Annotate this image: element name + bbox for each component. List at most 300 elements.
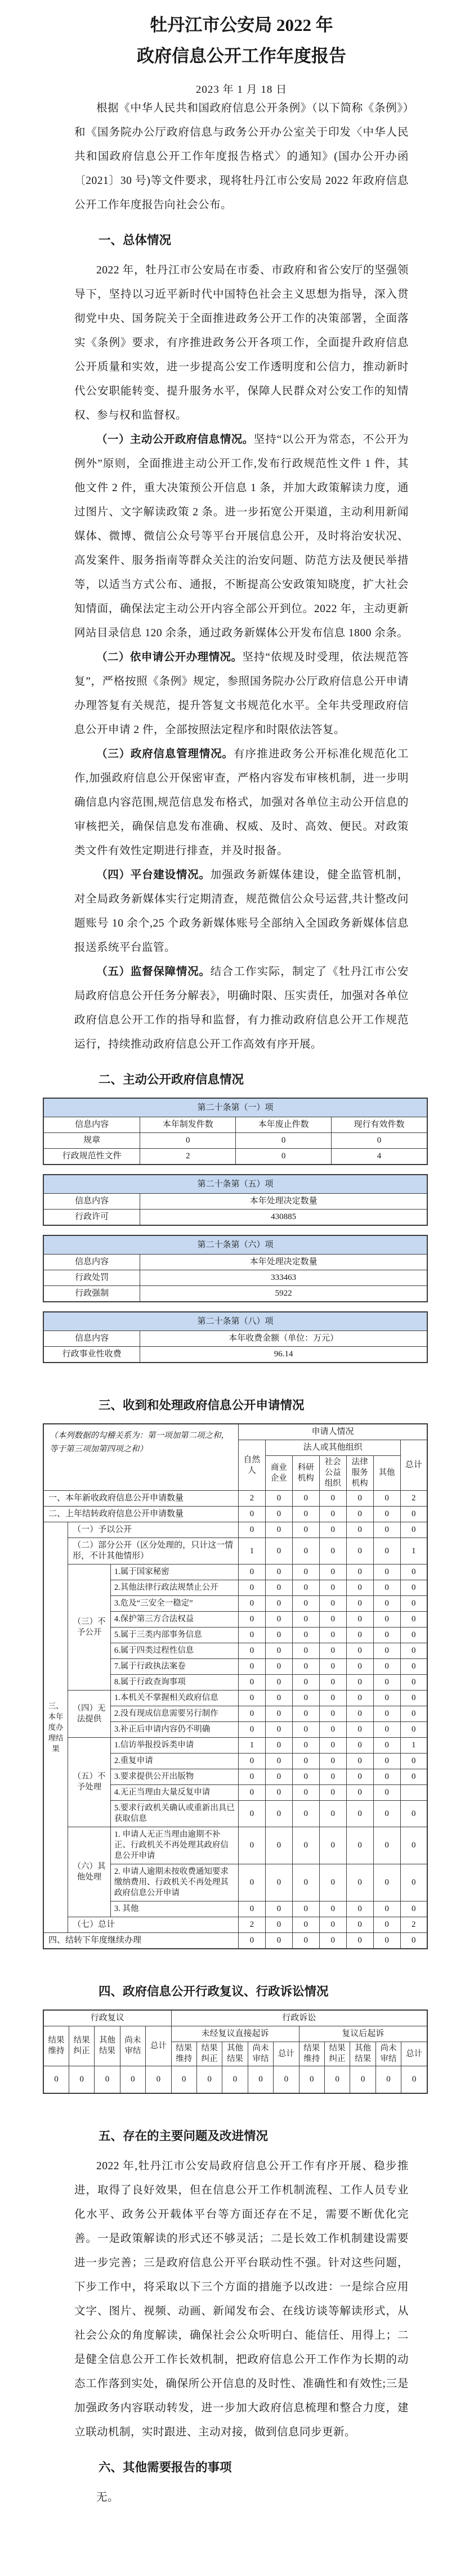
table-cell: 0 [238, 1507, 265, 1522]
table-cell: 行政诉讼 [171, 2010, 427, 2026]
table-cell: 4.无正当理由大量反复申请 [110, 1785, 238, 1801]
table-cell: 0 [265, 1901, 292, 1917]
table-cell: 0 [346, 1522, 373, 1538]
table-cell: 0 [292, 1785, 319, 1801]
item-4-label: （四）平台建设情况。 [96, 869, 211, 881]
table-cell: 0 [346, 1580, 373, 1596]
table-cell: 0 [373, 1612, 400, 1628]
table-cell: 0 [319, 1596, 346, 1612]
table-cell: 0 [43, 2066, 69, 2093]
table-cell: 0 [292, 1738, 319, 1754]
table-cell: 本年废止件数 [236, 1117, 332, 1133]
section-5-heading: 五、存在的主要问题及改进情况 [99, 2129, 269, 2143]
table-cell: 法人或其他组织 [265, 1440, 400, 1456]
table-cell: 0 [292, 1864, 319, 1901]
table-cell: 2.重复申请 [110, 1754, 238, 1769]
table-cell: 0 [222, 2066, 248, 2093]
table-cell: 结果维持 [299, 2042, 324, 2066]
table-cell: 行政规范性文件 [43, 1149, 140, 1165]
table-cell: 0 [238, 1612, 265, 1628]
table-cell: 0 [400, 1801, 427, 1827]
table-cell: 0 [346, 1706, 373, 1722]
table-cell: 第二十条第（五）项 [43, 1175, 427, 1194]
section-1-item-3 [74, 742, 409, 863]
table-cell: 1 [238, 1538, 265, 1565]
section-5-paragraph: 2022 年,牡丹江市公安局政府信息公开工作有序开展、稳步推进，取得了良好效果，但在信息公开工作机制流程、工作人员专业化水平、政务公开载体平台等方面还存在不足，需要不断优化完善。一是政策解读的形式还不够灵活；二是长效工作机制建设需要进一步完善；三是政府信息公开平台联动性不强。针对这些问题，下步工作中，将采取以下三个方面的措施予以改进：一是综合应用文字、图片、视频、动画、新闻发布会、在线访谈等解读形式，从社会公众的角度解读，确保社会公众听明白、能信任、用得上；二是健全信息公开工作长效机制，把政府信息公开工作作为长期的动态工作落到实处，确保所公开信息的及时性、准确性和有效性;三是加强政务内容联动转发，进一步加大政府信息梳理和整合力度，建立联动机制，实时跟进、主动对接，做到信息同步更新。 [74, 2160, 409, 2438]
table-cell: 0 [373, 1864, 400, 1901]
table-cell: 自然人 [238, 1440, 265, 1491]
table-cell: 0 [140, 1133, 236, 1149]
table-cell: 0 [346, 1675, 373, 1691]
table-cell: 8.属于行政查询事项 [110, 1675, 238, 1691]
table-cell [400, 1785, 427, 1801]
table-cell: 尚未审结 [375, 2042, 401, 2066]
table-article20-item5 [43, 1174, 428, 1226]
table-cell: 0 [400, 1628, 427, 1643]
table-cell: 0 [265, 1675, 292, 1691]
table-cell: 0 [292, 1722, 319, 1738]
table-cell: （四）无法提供 [68, 1691, 111, 1738]
section-1-heading: 一、总体情况 [99, 233, 172, 247]
item-1-text: 坚持“以公开为常态，不公开为例外”原则，全面推进主动公开工作,发布行政规范性文件 1 件，其他文件 2 件，重大决策预公开信息 1 条，并加大政策解读力度，通过图片、文字解读政策 2 条。进一步拓宽公开渠道，主动利用新闻媒体、微博、微信公众号等平台开展信息公开，及时将治安状况、高发案件、服务指南等群众关注的治安问题、防范方法及便民举措等，以适当方式公布、通报，不断提高公安政策知晓度，扩大社会知情面，确保法定主动公开内容全部公开到位。2022 年，主动更新网站目录信息 120 余条，通过政务新媒体公开发布信息 1800 余条。 [74, 434, 409, 639]
table-cell: 0 [319, 1522, 346, 1538]
table-cell: 0 [400, 1612, 427, 1628]
table-article20-item6-wrap [43, 1235, 465, 1302]
table-article20-item8-wrap [43, 1311, 465, 1363]
table-cell: 0 [265, 1722, 292, 1738]
table-cell: 社会公益组织 [319, 1456, 346, 1491]
table-cell: 0 [319, 1491, 346, 1507]
table-cell: 0 [265, 1538, 292, 1565]
table-cell: 0 [319, 1675, 346, 1691]
table-cell: 6.属于四类过程性信息 [110, 1643, 238, 1659]
table-cell: 0 [238, 1933, 265, 1949]
table-cell: 0 [400, 1706, 427, 1722]
table-cell: 0 [373, 1706, 400, 1722]
table-cell: 5.要求行政机关确认或重新出具已获取信息 [110, 1801, 238, 1827]
table-cell: 0 [319, 1754, 346, 1769]
table-cell: 0 [238, 1754, 265, 1769]
table-cell: 0 [265, 1933, 292, 1949]
table-review-litigation-wrap [43, 2009, 465, 2094]
table-cell: 0 [331, 1133, 427, 1149]
table-cell: 0 [265, 1580, 292, 1596]
table-cell: 0 [146, 2066, 171, 2093]
table-cell: 结果纠正 [196, 2042, 222, 2066]
table-cell: 0 [236, 1133, 332, 1149]
table-cell: 规章 [43, 1133, 140, 1149]
table-cell: 3.危及“三安全一稳定” [110, 1596, 238, 1612]
table-cell: 1 [238, 1738, 265, 1754]
table-cell: 0 [319, 1643, 346, 1659]
table-cell: 2 [140, 1149, 236, 1165]
table-cell: 结果维持 [171, 2042, 196, 2066]
table-foi-requests [43, 1423, 428, 1949]
table-cell: 第二十条第（六）项 [43, 1235, 427, 1255]
table-cell: 0 [373, 1917, 400, 1933]
table-cell: 0 [400, 1507, 427, 1522]
table-cell: 0 [346, 1596, 373, 1612]
table-cell: 0 [292, 1580, 319, 1596]
table-cell: 0 [120, 2066, 145, 2093]
table-cell: 复议后起诉 [299, 2026, 427, 2042]
table-cell: 333463 [140, 1270, 427, 1286]
table-cell: 0 [171, 2066, 196, 2093]
report-date: 2023 年 1 月 18 日 [195, 84, 288, 96]
table-cell: 0 [319, 1612, 346, 1628]
table-cell: 0 [238, 1722, 265, 1738]
table-cell: 0 [319, 1738, 346, 1754]
table-article20-item1 [43, 1098, 428, 1165]
table-cell: 0 [292, 1643, 319, 1659]
table-cell: 0 [346, 1491, 373, 1507]
item-5-text: 结合工作实际，制定了《牡丹江市公安局政府信息公开任务分解表》，明确时限、压实责任，加强对各单位政府信息公开工作的指导和监督，有力推动政府信息公开工作规范运行，持续推动政府信息公开工作高效有序开展。 [74, 966, 409, 1050]
table-cell: 0 [265, 1612, 292, 1628]
table-cell: 0 [375, 2066, 401, 2093]
table-review-litigation [43, 2009, 428, 2094]
table-cell: 0 [319, 1580, 346, 1596]
table-cell: 3.要求提供公开出版物 [110, 1769, 238, 1785]
table-cell: 0 [373, 1827, 400, 1864]
table-cell: 0 [319, 1691, 346, 1706]
table-cell: 0 [292, 1628, 319, 1643]
table-cell: 2 [238, 1491, 265, 1507]
table-cell: 0 [238, 1565, 265, 1580]
table-cell: 0 [346, 1754, 373, 1769]
table-cell: 0 [400, 1722, 427, 1738]
table-cell: 第二十条第（一）项 [43, 1098, 427, 1117]
table-cell: 3.补正后申请内容仍不明确 [110, 1722, 238, 1738]
item-2-label: （二）依申请公开办理情况。 [96, 651, 243, 663]
section-1-item-1 [74, 428, 409, 645]
table-cell: 0 [238, 1580, 265, 1596]
table-cell: 0 [400, 1659, 427, 1675]
table-cell: 0 [373, 1628, 400, 1643]
table-cell: 4 [331, 1149, 427, 1165]
item-4-text: 加强政务新媒体建设，健全监管机制，对全局政务新媒体实行定期清查，规范微信公众号运营,共计整改问题账号 10 余个,25 个政务新媒体账号全部纳入全国政务新媒体信息报送系统平台监管。 [74, 869, 409, 954]
table-cell: 0 [238, 1628, 265, 1643]
table-cell: 0 [319, 1917, 346, 1933]
table-cell: 0 [265, 1801, 292, 1827]
table-cell: 0 [346, 1565, 373, 1580]
table-cell: 信息内容 [43, 1331, 140, 1347]
table-cell: 0 [401, 2066, 427, 2093]
table-cell: 0 [292, 1917, 319, 1933]
table-cell: 0 [292, 1691, 319, 1706]
table-cell: 0 [400, 1675, 427, 1691]
table-cell: 0 [400, 1691, 427, 1706]
table-cell: 0 [238, 1706, 265, 1722]
table-cell: 尚未审结 [248, 2042, 273, 2066]
table-cell: 0 [238, 1827, 265, 1864]
table-cell: 其他 [373, 1456, 400, 1491]
table-cell: 现行有效件数 [331, 1117, 427, 1133]
table-cell: 2 [238, 1917, 265, 1933]
table-cell: 1. 申请人无正当理由逾期不补正、行政机关不再处理其政府信息公开申请 [110, 1827, 238, 1864]
table-cell: 0 [292, 1769, 319, 1785]
table-cell: 0 [373, 1769, 400, 1785]
table-cell: 0 [346, 1917, 373, 1933]
item-3-label: （三）政府信息管理情况。 [96, 748, 234, 760]
item-5-label: （五）监督保障情况。 [96, 965, 211, 978]
table-cell: 2 [400, 1491, 427, 1507]
table-cell: 本年收费金额（单位：万元） [140, 1331, 427, 1347]
table-cell: 0 [400, 1580, 427, 1596]
table-cell: 0 [265, 1507, 292, 1522]
table-cell: 0 [265, 1917, 292, 1933]
table-cell: 0 [400, 1522, 427, 1538]
item-2-text: 坚持“依规及时受理，依法规范答复”，严格按照《条例》规定，参照国务院办公厅政府信息公开申请办理答复有关规范，提升答复文书规范化水平。全年共受理政府信息公开申请 2 件，全部按照法定程序和时限依法答复。 [74, 651, 409, 736]
table-cell: 0 [400, 1565, 427, 1580]
table-article20-item5-wrap [43, 1174, 465, 1226]
table-cell: 96.14 [140, 1347, 427, 1363]
section-1-paragraph: 2022 年，牡丹江市公安局在市委、市政府和省公安厅的坚强领导下，坚持以习近平新时代中国特色社会主义思想为指导，深入贯彻党中央、国务院关于全面推进政务公开工作的决策部署，全面落实《条例》要求，有序推进政务公开各项工作，全面提升政府信息公开质量和实效，进一步提高公安工作透明度和公信力，推动新时代公安职能转变、提升服务水平，保障人民群众对公安工作的知情权、参与权和监督权。 [74, 264, 409, 421]
table-cell: 0 [238, 1864, 265, 1901]
table-cell: 7.属于行政执法案卷 [110, 1659, 238, 1675]
table-cell: 申请人情况 [238, 1424, 427, 1440]
report-body [0, 96, 465, 1087]
table-cell: 结果维持 [43, 2026, 69, 2066]
section-1-item-2 [74, 645, 409, 742]
table-cell: 0 [292, 1565, 319, 1580]
table-cell: 1 [400, 1738, 427, 1754]
table-cell: 0 [346, 1507, 373, 1522]
table-cell: 0 [319, 1769, 346, 1785]
table-cell: 0 [400, 1769, 427, 1785]
table-cell: 本年处理决定数量 [140, 1255, 427, 1270]
table-cell: 行政复议 [43, 2010, 171, 2026]
table-cell: 0 [292, 1933, 319, 1949]
table-cell: 0 [319, 1801, 346, 1827]
table-cell: 信息内容 [43, 1255, 140, 1270]
table-cell: 0 [265, 1827, 292, 1864]
table-cell: 0 [238, 1901, 265, 1917]
table-cell: 0 [373, 1659, 400, 1675]
table-cell: 行政强制 [43, 1286, 140, 1302]
table-cell: 0 [373, 1675, 400, 1691]
table-cell: 2.其他法律行政法规禁止公开 [110, 1580, 238, 1596]
table-cell: 其他结果 [350, 2042, 375, 2066]
table-cell: （三）不予公开 [68, 1565, 111, 1691]
table-cell: 0 [265, 1491, 292, 1507]
section-1-item-5 [74, 960, 409, 1057]
table-cell: 0 [373, 1522, 400, 1538]
table-cell: 总计 [146, 2026, 171, 2066]
table-cell: 0 [265, 1643, 292, 1659]
table-cell: 0 [400, 1901, 427, 1917]
table-cell: 行政许可 [43, 1210, 140, 1226]
table-cell: 0 [346, 1769, 373, 1785]
table-cell: 0 [238, 1522, 265, 1538]
table-cell: 0 [373, 1754, 400, 1769]
table-cell: 0 [236, 1149, 332, 1165]
table-cell: 0 [373, 1538, 400, 1565]
table-cell: 商业企业 [265, 1456, 292, 1491]
table-cell: 0 [292, 1754, 319, 1769]
table-cell: 0 [265, 1522, 292, 1538]
table-cell: 0 [319, 1864, 346, 1901]
table-cell: 0 [373, 1491, 400, 1507]
table-cell: 0 [346, 1901, 373, 1917]
table-cell: 0 [373, 1801, 400, 1827]
table-cell: 行政事业性收费 [43, 1347, 140, 1363]
table-cell: 0 [319, 1933, 346, 1949]
table-cell: 0 [373, 1785, 400, 1801]
table-cell: 0 [373, 1580, 400, 1596]
report-title-line2: 政府信息公开工作年度报告 [137, 46, 346, 66]
intro-paragraph: 根据《中华人民共和国政府信息公开条例》（以下简称《条例》）和《国务院办公厅政府信息与政务公开办公室关于印发〈中华人民共和国政府信息公开工作年度报告格式〉的通知》(国办公开办函〔2021〕30 号)等文件要求，现将牡丹江市公安局 2022 年政府信息公开工作年度报告向社会公布。 [74, 102, 409, 211]
table-cell: （七）总计 [68, 1917, 239, 1933]
table-cell: 0 [265, 1864, 292, 1901]
table-cell: 0 [238, 1659, 265, 1675]
table-cell: 0 [265, 1565, 292, 1580]
table-cell: 0 [196, 2066, 222, 2093]
table-cell: 1.信访举报投诉类申请 [110, 1738, 238, 1754]
table-cell: 总计 [274, 2042, 299, 2066]
table-cell: 0 [373, 1507, 400, 1522]
table-cell: 科研机构 [292, 1456, 319, 1491]
table-cell: 0 [319, 1565, 346, 1580]
table-cell: 总计 [400, 1440, 427, 1491]
table-cell: 0 [265, 1596, 292, 1612]
table-cell: 1.本机关不掌握相关政府信息 [110, 1691, 238, 1706]
report-header [0, 11, 465, 96]
table-cell: 0 [292, 1538, 319, 1565]
table-cell: 0 [324, 2066, 350, 2093]
table-cell: （本列数据的勾稽关系为：第一项加第二项之和，等于第三项加第四项之和） [43, 1424, 238, 1491]
table-cell: 0 [400, 1827, 427, 1864]
table-cell: 0 [319, 1538, 346, 1565]
table-cell: 0 [346, 1628, 373, 1643]
table-cell: 0 [238, 1596, 265, 1612]
table-cell: 0 [346, 1933, 373, 1949]
section-2-heading: 二、主动公开政府信息情况 [99, 1073, 244, 1086]
table-cell: 2.没有现成信息需要另行制作 [110, 1706, 238, 1722]
table-cell: 430885 [140, 1210, 427, 1226]
table-cell: 0 [292, 1801, 319, 1827]
table-cell: 0 [292, 1522, 319, 1538]
table-cell: 1.属于国家秘密 [110, 1565, 238, 1580]
table-cell: 信息内容 [43, 1117, 140, 1133]
table-cell: 0 [238, 1769, 265, 1785]
table-cell: 0 [319, 1722, 346, 1738]
table-cell: 四、结转下年度继续办理 [43, 1933, 238, 1949]
table-cell: 0 [319, 1827, 346, 1864]
table-cell: 行政处罚 [43, 1270, 140, 1286]
table-cell: 0 [248, 2066, 273, 2093]
table-cell: 0 [292, 1659, 319, 1675]
table-cell: 0 [373, 1565, 400, 1580]
table-cell: 0 [346, 1612, 373, 1628]
table-cell: 0 [373, 1901, 400, 1917]
table-cell: 其他结果 [95, 2026, 120, 2066]
table-cell: 0 [373, 1738, 400, 1754]
section-4-heading: 四、政府信息公开行政复议、行政诉讼情况 [99, 1985, 329, 1998]
table-cell: 4.保护第三方合法权益 [110, 1612, 238, 1628]
table-cell: 0 [400, 1643, 427, 1659]
table-cell: 0 [319, 1628, 346, 1643]
table-cell: 0 [265, 1785, 292, 1801]
table-cell: 0 [346, 1722, 373, 1738]
table-cell: 1 [400, 1538, 427, 1565]
table-cell: 0 [238, 1675, 265, 1691]
table-article20-item1-wrap [43, 1098, 465, 1165]
table-cell: 0 [292, 1491, 319, 1507]
table-cell: 结果纠正 [69, 2026, 94, 2066]
table-article20-item6 [43, 1235, 428, 1302]
table-cell: 5922 [140, 1286, 427, 1302]
table-cell: 0 [292, 1612, 319, 1628]
table-cell: 法律服务机构 [346, 1456, 373, 1491]
table-cell: 结果纠正 [324, 2042, 350, 2066]
table-cell: 0 [373, 1643, 400, 1659]
table-cell: 三、本年度办理结果 [43, 1522, 68, 1933]
table-cell: 二、上年结转政府信息公开申请数量 [43, 1507, 238, 1522]
table-cell: 0 [292, 1596, 319, 1612]
table-cell: 本年制发件数 [140, 1117, 236, 1133]
section-6-heading: 六、其他需要报告的事项 [99, 2460, 232, 2474]
item-1-label: （一）主动公开政府信息情况。 [96, 433, 254, 446]
table-cell: 0 [292, 1706, 319, 1722]
report-title-line1: 牡丹江市公安局 2022 年 [150, 15, 333, 35]
table-cell: 0 [319, 1706, 346, 1722]
table-cell: 0 [238, 1801, 265, 1827]
table-cell: （一）予以公开 [68, 1522, 239, 1538]
table-cell: 3. 其他 [110, 1901, 238, 1917]
table-cell: 0 [69, 2066, 94, 2093]
table-cell: 一、本年新收政府信息公开申请数量 [43, 1491, 238, 1507]
table-cell: 0 [265, 1691, 292, 1706]
table-cell: 0 [350, 2066, 375, 2093]
table-cell: 0 [373, 1722, 400, 1738]
table-cell: 0 [265, 1769, 292, 1785]
table-cell: 0 [373, 1933, 400, 1949]
table-cell: 5.属于三类内部事务信息 [110, 1628, 238, 1643]
table-cell: 0 [238, 1643, 265, 1659]
table-cell: 0 [292, 1507, 319, 1522]
table-cell: 0 [319, 1507, 346, 1522]
table-cell: 0 [400, 1596, 427, 1612]
table-cell: 0 [238, 1785, 265, 1801]
table-cell: 0 [292, 1901, 319, 1917]
table-cell: 0 [292, 1827, 319, 1864]
table-cell: 0 [346, 1827, 373, 1864]
table-cell: 第二十条第（八）项 [43, 1312, 427, 1331]
section-6-paragraph: 无。 [96, 2491, 119, 2503]
table-article20-item8 [43, 1311, 428, 1363]
table-cell: 0 [95, 2066, 120, 2093]
table-cell: 0 [346, 1785, 373, 1801]
table-cell: 尚未审结 [120, 2026, 145, 2066]
table-cell: 其他结果 [222, 2042, 248, 2066]
table-cell: 0 [319, 1659, 346, 1675]
table-cell: 2. 申请人逾期未按收费通知要求缴纳费用、行政机关不再处理其政府信息公开申请 [110, 1864, 238, 1901]
table-cell: （六）其他处理 [68, 1827, 111, 1917]
table-cell: 0 [238, 1691, 265, 1706]
table-cell: 0 [400, 1754, 427, 1769]
table-cell: 0 [400, 1864, 427, 1901]
table-cell: 2 [400, 1917, 427, 1933]
table-cell: 0 [274, 2066, 299, 2093]
table-cell: 0 [400, 1933, 427, 1949]
item-3-text: 有序推进政务公开标准化规范化工作,加强政府信息公开保密审查，严格内容发布审核机制，进一步明确信息内容范围,规范信息发布格式，加强对各单位主动公开信息的审核把关，确保信息发布准确、权威、及时、高效、便民。对政策类文件有效性定期进行排查，并及时报备。 [74, 748, 409, 857]
table-cell: 0 [319, 1785, 346, 1801]
section-3-heading: 三、收到和处理政府信息公开申请情况 [99, 1399, 305, 1412]
table-cell: 0 [346, 1864, 373, 1901]
table-cell: 0 [292, 1675, 319, 1691]
table-cell: （五）不予处理 [68, 1738, 111, 1827]
table-cell: 0 [346, 1643, 373, 1659]
